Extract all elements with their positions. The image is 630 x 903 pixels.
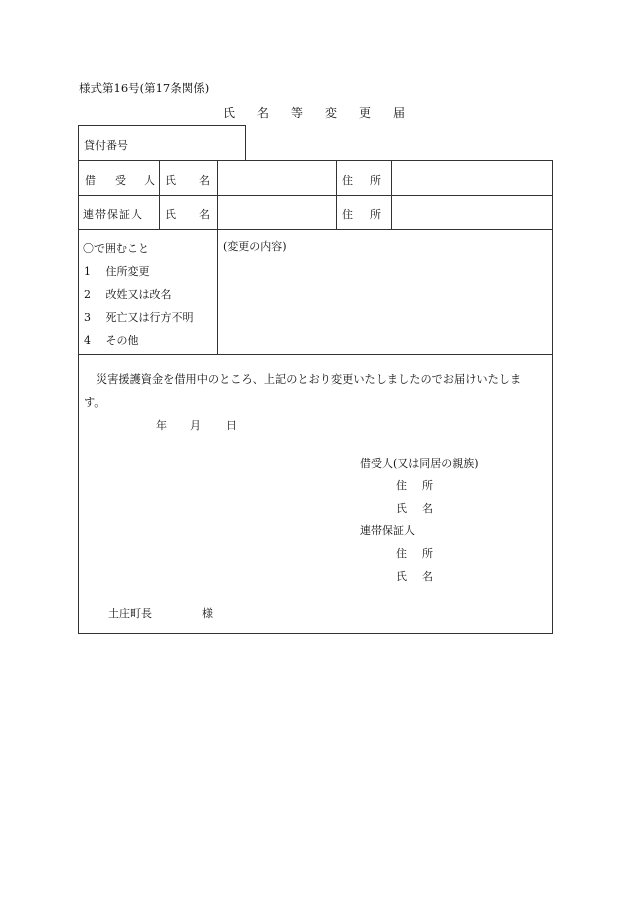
borrower-signer-address: 住 所 — [396, 479, 435, 492]
option-text: 住所変更 — [105, 265, 150, 278]
borrower-label-3: 人 — [144, 174, 155, 187]
borrower-signer-name: 氏 名 — [396, 502, 435, 515]
borrower-address-label: 住 所 — [342, 174, 384, 187]
option-text: 死亡又は行方不明 — [105, 311, 194, 324]
change-content-field[interactable] — [218, 252, 551, 352]
addressee-name: 土庄町長 — [108, 607, 152, 620]
guarantor-address-field[interactable] — [392, 196, 551, 228]
option-text: 改姓又は改名 — [105, 288, 172, 301]
guarantor-address-label: 住 所 — [342, 208, 384, 221]
change-content-label: (変更の内容) — [223, 240, 287, 253]
form-frame — [78, 160, 553, 634]
borrower-label-1: 借 — [85, 174, 96, 187]
option-item-3[interactable] — [84, 309, 194, 325]
option-item-2[interactable] — [84, 286, 172, 302]
option-number: 3 — [84, 311, 91, 324]
date-day: 日 — [226, 419, 237, 432]
options-instruction: 〇で囲むこと — [83, 242, 149, 255]
guarantor-signer-heading: 連帯保証人 — [360, 524, 415, 537]
borrower-label-2: 受 — [115, 174, 126, 187]
option-text: その他 — [105, 334, 139, 347]
date-month: 月 — [190, 419, 201, 432]
option-number: 2 — [84, 288, 91, 301]
loan-number-box — [78, 125, 246, 161]
borrower-name-field[interactable] — [218, 161, 335, 194]
loan-number-label: 貸付番号 — [84, 139, 128, 152]
form-number: 様式第16号(第17条関係) — [79, 81, 210, 95]
guarantor-label: 連帯保証人 — [83, 208, 143, 221]
borrower-signer-heading: 借受人(又は同居の親族) — [360, 457, 479, 470]
guarantor-signer-address: 住 所 — [396, 547, 435, 560]
option-item-4[interactable] — [84, 332, 139, 348]
option-number: 1 — [84, 265, 91, 278]
borrower-address-field[interactable] — [392, 161, 551, 194]
statement-line-2: す。 — [84, 396, 106, 409]
borrower-name-label: 氏 名 — [165, 174, 216, 187]
option-item-1[interactable] — [84, 263, 150, 279]
page-title: 氏名等変更届 — [223, 106, 428, 120]
option-number: 4 — [84, 334, 91, 347]
guarantor-name-label: 氏 名 — [165, 208, 216, 221]
addressee-honorific: 様 — [202, 607, 213, 620]
date-year: 年 — [156, 419, 167, 432]
statement-line-1: 災害援護資金を借用中のところ、上記のとおり変更いたしましたのでお届けいたしま — [96, 373, 522, 386]
guarantor-name-field[interactable] — [218, 196, 335, 228]
guarantor-signer-name: 氏 名 — [396, 570, 435, 583]
